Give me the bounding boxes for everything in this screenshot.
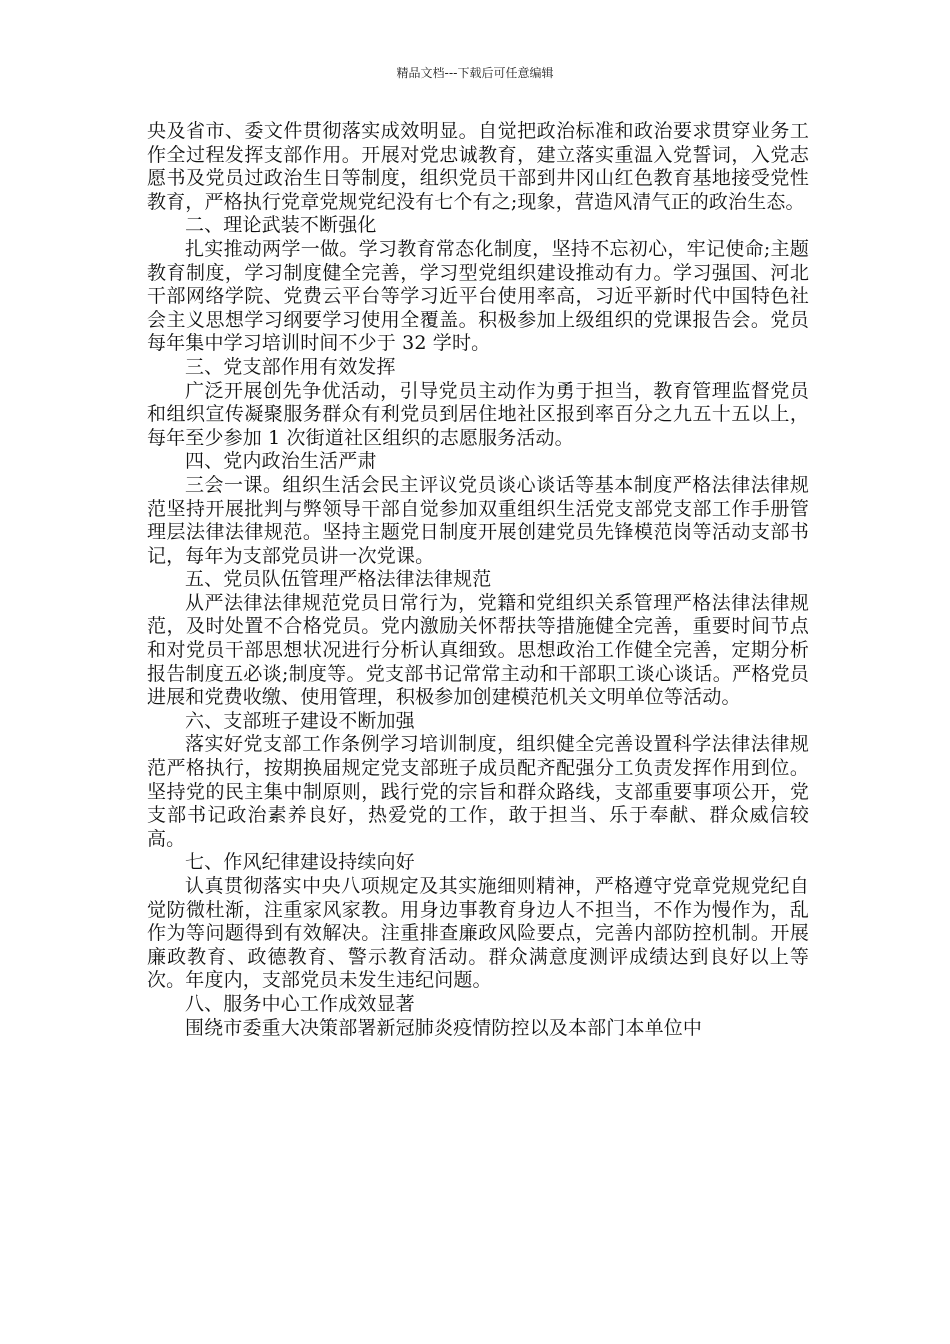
section-heading-6: 六、支部班子建设不断加强 <box>185 709 415 732</box>
section-heading-7: 七、作风纪律建设持续向好 <box>185 851 415 874</box>
paragraph: 从严法律法律规范党员日常行为，党籍和党组织关系管理严格法律法律规范，及时处置不合格党员。党内激励关怀帮扶等措施健全完善，重要时间节点和对党员干部思想状况进行分析认真细致。思想政治工作健全完善，定期分析报告制度五必谈;制度等。党支部书记常常主动和干部职工谈心谈话。严格党员进展和党费收缴、使用管理，积极参加创建模范机关文明单位等活动。 <box>147 591 809 709</box>
paragraph: 认真贯彻落实中央八项规定及其实施细则精神，严格遵守党章党规党纪自觉防微杜渐，注重家风家教。用身边事教育身边人不担当，不作为慢作为，乱作为等问题得到有效解决。注重排查廉政风险要点，完善内部防控机制。开展廉政教育、政德教育、警示教育活动。群众满意度测评成绩达到良好以上等次。年度内，支部党员未发生违纪问题。 <box>147 875 809 992</box>
paragraph: 围绕市委重大决策部署新冠肺炎疫情防控以及本部门本单位中 <box>185 1016 703 1039</box>
section-heading-5: 五、党员队伍管理严格法律法律规范 <box>185 568 492 591</box>
paragraph: 扎实推动两学一做。学习教育常态化制度，坚持不忘初心，牢记使命;主题教育制度，学习制度健全完善，学习型党组织建设推动有力。学习强国、河北干部网络学院、党费云平台等学习近平台使用率高，习近平新时代中国特色社会主义思想学习纲要学习使用全覆盖。积极参加上级组织的党课报告会。党员每年集中学习培训时间不少于 32 学时。 <box>147 237 809 355</box>
paragraph: 三会一课。组织生活会民主评议党员谈心谈话等基本制度严格法律法律规范坚持开展批判与弊领导干部自觉参加双重组织生活党支部党支部工作手册管理层法律法律规范。坚持主题党日制度开展创建党员先锋模范岗等活动支部书记，每年为支部党员讲一次党课。 <box>147 473 809 567</box>
document-body <box>147 120 809 1040</box>
section-heading-3: 三、党支部作用有效发挥 <box>185 355 396 378</box>
paragraph: 落实好党支部工作条例学习培训制度，组织健全完善设置科学法律法律规范严格执行，按期换届规定党支部班子成员配齐配强分工负责发挥作用到位。坚持党的民主集中制原则，践行党的宗旨和群众路线，支部重要事项公开，党支部书记政治素养良好，热爱党的工作，敢于担当、乐于奉献、群众威信较高。 <box>147 733 809 850</box>
paragraph: 央及省市、委文件贯彻落实成效明显。自觉把政治标准和政治要求贯穿业务工作全过程发挥支部作用。开展对党忠诚教育，建立落实重温入党誓词，入党志愿书及党员过政治生日等制度，组织党员干部到井冈山红色教育基地接受党性教育，严格执行党章党规党纪没有七个有之;现象，营造风清气正的政治生态。 <box>147 120 809 213</box>
section-heading-8: 八、服务中心工作成效显著 <box>185 992 415 1015</box>
page-header: 精品文档---下载后可任意编辑 <box>396 66 554 80</box>
section-heading-4: 四、党内政治生活严肃 <box>185 450 377 473</box>
paragraph: 广泛开展创先争优活动，引导党员主动作为勇于担当，教育管理监督党员和组织宣传凝聚服务群众有利党员到居住地社区报到率百分之九五十五以上，每年至少参加 1 次街道社区组织的志愿服务活动。 <box>147 379 809 449</box>
section-heading-2: 二、理论武装不断强化 <box>185 214 377 237</box>
